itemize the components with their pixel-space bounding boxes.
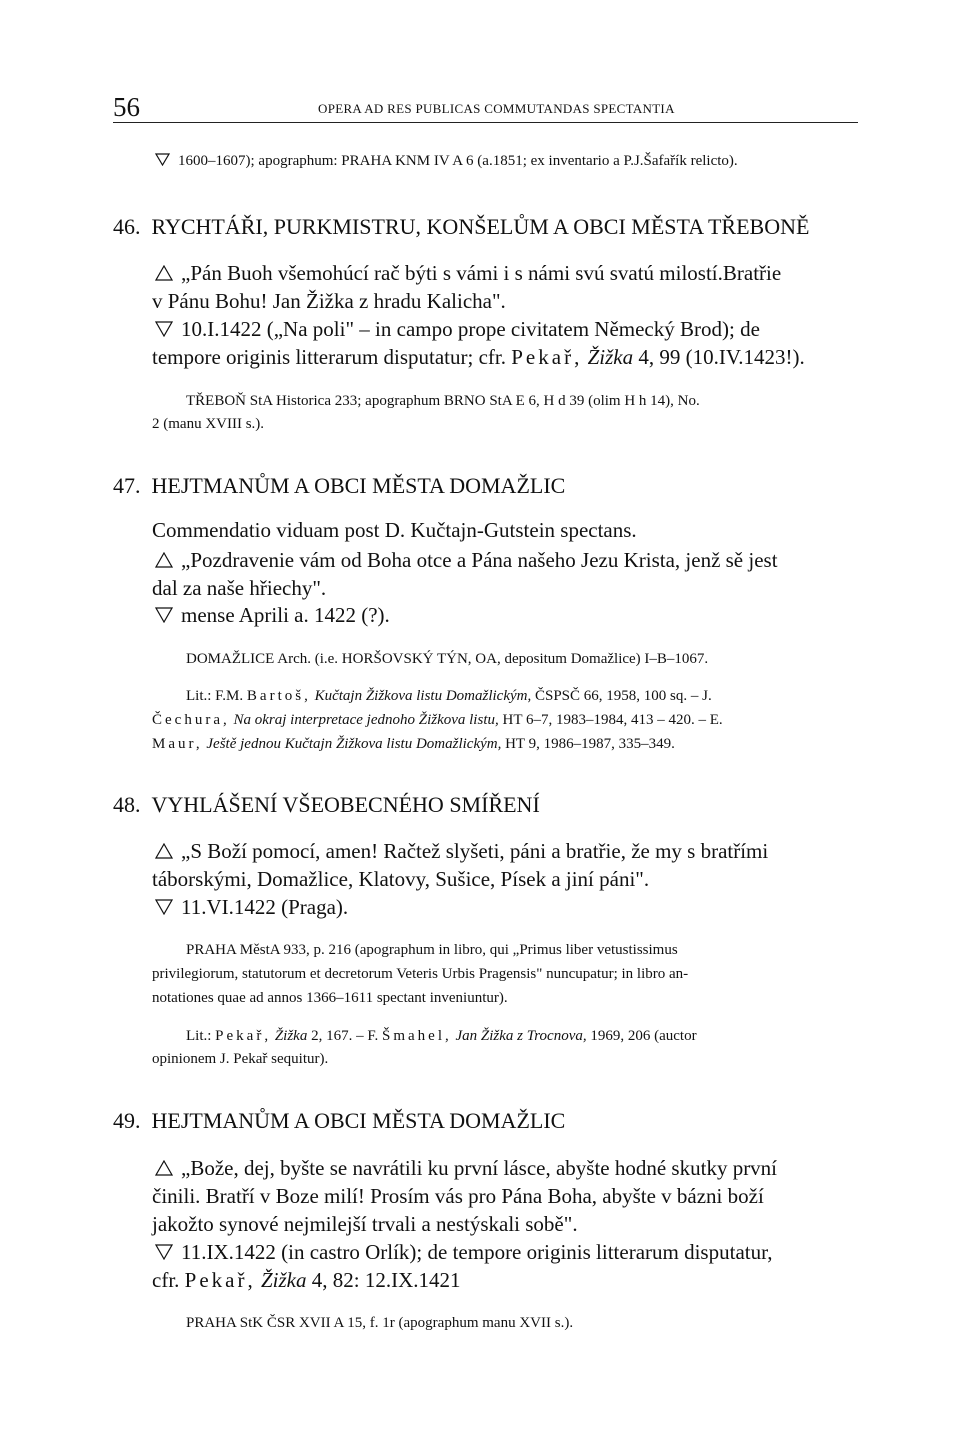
incipit-line: „Pán Buoh všemohúcí rač býti s vámi i s námi svú svatú milostí.Bratřie	[155, 260, 781, 286]
work-title: Žižka	[587, 345, 634, 369]
triangle-up-icon	[155, 843, 173, 859]
entry-number: 47.	[113, 473, 141, 498]
entry-title: HEJTMANŮM A OBCI MĚSTA DOMAŽLIC	[151, 1108, 566, 1133]
work-title: Jan Žižka z Trocnova,	[455, 1028, 587, 1044]
incipit-line: „Bože, dej, byšte se navrátili ku první lásce, abyšte hodné skutky první	[155, 1155, 777, 1181]
entry-heading-49	[113, 1107, 565, 1135]
triangle-down-icon	[155, 153, 170, 166]
incipit-line: jakožto synové nejmilejší trvali a nestýskali sobě".	[152, 1212, 578, 1236]
header-rule	[113, 122, 858, 123]
incipit-line: „Pozdravenie vám od Boha otce a Pána našeho Jezu Krista, jenž sě jest	[155, 547, 778, 573]
incipit-line: dal za naše hřiechy".	[152, 576, 327, 600]
incipit-line: táborskými, Domažlice, Klatovy, Sušice, Písek a jiní páni".	[152, 867, 650, 891]
triangle-down-icon	[155, 321, 173, 337]
running-title: OPERA AD RES PUBLICAS COMMUTANDAS SPECTANTIA	[318, 101, 675, 116]
author-name: Pekař,	[215, 1028, 272, 1044]
date-line: tempore originis litterarum disputatur; cfr. Pekař, Žižka 4, 99 (10.IV.1423!).	[152, 345, 805, 369]
triangle-up-icon	[155, 552, 173, 568]
note-line: Commendatio viduam post D. Kučtajn-Gutstein spectans.	[152, 518, 637, 542]
triangle-down-icon	[155, 1244, 173, 1260]
author-name: Maur,	[152, 736, 203, 752]
author-name: Šmahel,	[382, 1028, 452, 1044]
source-line: TŘEBOŇ StA Historica 233; apographum BRNO StA E 6, H d 39 (olim H h 14), No.	[186, 393, 700, 409]
author-name: Čechura,	[152, 712, 230, 728]
entry-number: 48.	[113, 792, 141, 817]
date-line: cfr. Pekař, Žižka 4, 82: 12.IX.1421	[152, 1268, 461, 1292]
work-title: Žižka	[260, 1268, 307, 1292]
literature-line: Čechura, Na okraj interpretace jednoho Žižkova listu, HT 6–7, 1983–1984, 413 – 420. – E.	[152, 712, 723, 728]
triangle-up-icon	[155, 265, 173, 281]
work-title: Žižka	[274, 1028, 308, 1044]
source-line: 2 (manu XVIII s.).	[152, 416, 265, 432]
date-line: 10.I.1422 („Na poli" – in campo prope civitatem Německý Brod); de	[155, 316, 760, 342]
entry-heading-46	[113, 213, 809, 241]
triangle-up-icon	[155, 1160, 173, 1176]
triangle-down-icon	[155, 607, 173, 623]
entry-number: 49.	[113, 1108, 141, 1133]
date-line: 11.VI.1422 (Praga).	[155, 894, 348, 920]
source-line: DOMAŽLICE Arch. (i.e. HORŠOVSKÝ TÝN, OA, depositum Domažlice) I–B–1067.	[186, 651, 709, 667]
date-line: 11.IX.1422 (in castro Orlík); de tempore originis litterarum disputatur,	[155, 1239, 773, 1265]
triangle-down-icon	[155, 899, 173, 915]
work-title: Kučtajn Žižkova listu Domažlickým,	[314, 688, 532, 704]
continuation-line: 1600–1607); apographum: PRAHA KNM IV A 6 (a.1851; ex inventario a P.J.Šafařík relicto).	[155, 151, 738, 171]
entry-number: 46.	[113, 214, 141, 239]
page-number: 56	[113, 92, 140, 122]
incipit-line: činili. Bratří v Boze milí! Prosím vás pro Pána Boha, abyšte v bázni boží	[152, 1184, 764, 1208]
literature-line: Maur, Ještě jednou Kučtajn Žižkova listu Domažlickým, HT 9, 1986–1987, 335–349.	[152, 736, 675, 752]
literature-line: opinionem J. Pekař sequitur).	[152, 1051, 329, 1067]
incipit-line: v Pánu Bohu! Jan Žižka z hradu Kalicha".	[152, 289, 506, 313]
source-line: PRAHA MěstA 933, p. 216 (apographum in libro, qui „Primus liber vetustissimus	[186, 942, 678, 958]
entry-title: VYHLÁŠENÍ VŠEOBECNÉHO SMÍŘENÍ	[151, 792, 540, 817]
source-line: PRAHA StK ČSR XVII A 15, f. 1r (apographum manu XVII s.).	[186, 1315, 574, 1331]
literature-line: Lit.: F.M. Bartoš, Kučtajn Žižkova listu Domažlickým, ČSPSČ 66, 1958, 100 sq. – J.	[186, 688, 712, 704]
entry-heading-47	[113, 472, 565, 500]
incipit-line: „S Boží pomocí, amen! Račtež slyšeti, páni a bratřie, že my s bratřími	[155, 838, 768, 864]
literature-line: Lit.: Pekař, Žižka 2, 167. – F. Šmahel, Jan Žižka z Trocnova, 1969, 206 (auctor	[186, 1028, 697, 1044]
entry-heading-48	[113, 791, 540, 819]
author-name: Pekař,	[511, 345, 583, 369]
source-line: privilegiorum, statutorum et decretorum Veteris Urbis Pragensis" nuncupatur; in libro an-	[152, 966, 689, 982]
work-title: Ještě jednou Kučtajn Žižkova listu Domažlickým,	[206, 736, 502, 752]
source-line: notationes quae ad annos 1366–1611 spectant inveniuntur).	[152, 990, 508, 1006]
entry-title: RYCHTÁŘI, PURKMISTRU, KONŠELŮM A OBCI MĚSTA TŘEBONĚ	[151, 214, 810, 239]
author-name: Pekař,	[184, 1268, 256, 1292]
author-name: Bartoš,	[246, 688, 311, 704]
entry-title: HEJTMANŮM A OBCI MĚSTA DOMAŽLIC	[151, 473, 566, 498]
date-line: mense Aprili a. 1422 (?).	[155, 602, 390, 628]
work-title: Na okraj interpretace jednoho Žižkova listu,	[233, 712, 499, 728]
